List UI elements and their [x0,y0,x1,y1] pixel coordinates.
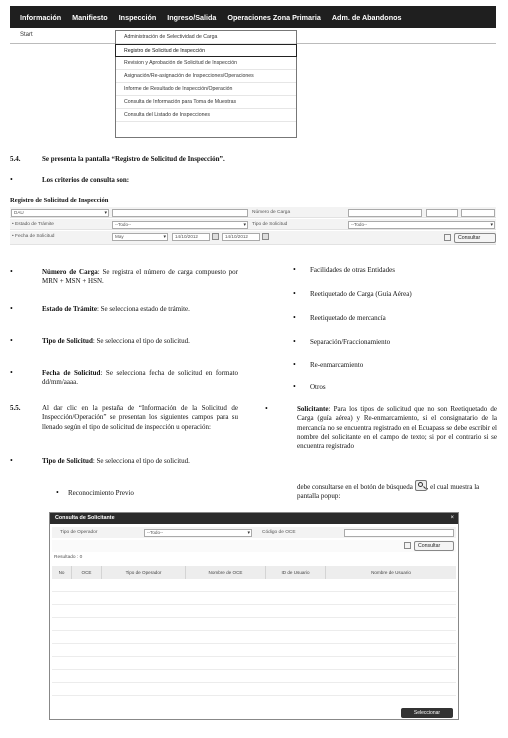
table-row [52,683,456,696]
tipo-term-2: Tipo de Solicitud [42,457,93,465]
inspeccion-dropdown-menu [115,30,297,138]
nav-manifiesto[interactable]: Manifiesto [72,12,108,22]
tipo-solicitud-term: Tipo de Solicitud [42,337,93,345]
form-title: Registro de Solicitud de Inspección [10,197,109,204]
fecha-from-value: 14/10/2012 [175,233,198,239]
solicitante-tail [297,480,502,502]
tipo-operador-value: --Todo-- [147,529,164,535]
tipo-desc-2: : Se selecciona el tipo de solicitud. [92,457,190,465]
tipo-solicitud-desc: : Se selecciona el tipo de solicitud. [92,337,190,345]
menu-item-registro-solicitud[interactable]: Registro de Solicitud de Inspección [115,44,297,57]
refresh-icon[interactable] [444,234,451,241]
bullet-solicitante [297,405,497,451]
fecha-period-select[interactable] [112,233,168,241]
bullet-mark: • [10,267,13,276]
bullet-mark: • [293,337,296,346]
right-bullet-otros: Otros [310,383,326,391]
right-bullet-facilidades: Facilidades de otras Entidades [310,266,395,274]
carga-input-msn[interactable] [426,209,458,217]
search-button-icon[interactable] [415,480,427,491]
carga-type-select[interactable] [11,209,109,217]
tipo-solicitud-select[interactable] [348,221,495,229]
col-no[interactable]: No [52,566,72,579]
popup-button-row [52,540,456,552]
criteria-intro: Los criterios de consulta son: [42,176,130,184]
estado-label: • Estado de Trámite [12,222,54,227]
col-nombre-usuario[interactable]: Nombre de Usuario [326,566,456,579]
col-nombre-oce[interactable]: Nombre de OCE [186,566,266,579]
bullet-mark: • [293,289,296,298]
bullet-mark: • [293,360,296,369]
bullet-estado-tramite [42,305,238,314]
menu-item-toma-muestras[interactable]: Consulta de Información para Toma de Muestras [116,96,296,109]
solicitante-term: Solicitante [297,405,329,413]
chevron-down-icon: ▾ [247,529,250,536]
carga-type-value: DAU [14,209,24,215]
form-row-3 [10,231,496,245]
resultado-count: Resultado : 0 [54,555,83,560]
solicitante-desc: : Para los tipos de solicitud que no son Reetiquetado de Carga (guía aérea) y Re-enmarcamiento, si el consignatario de la mercancía no se encuentra registrado en el Ecuapass se debe escribir el nombre del solicitante en el campo de texto; si por el contrario si se encuentra registrado [297,405,497,451]
fecha-to-input[interactable] [222,233,260,241]
table-row [52,592,456,605]
popup-title: Consulta de Solicitante [50,513,458,524]
tipo-solicitud-label: Tipo de Solicitud [252,222,288,227]
menu-item-administracion-selectividad[interactable]: Administración de Selectividad de Carga [116,31,296,44]
estado-select[interactable] [112,221,248,229]
nav-informacion[interactable]: Información [20,12,62,22]
popup-consultar-label: Consultar [418,543,441,549]
table-row [52,618,456,631]
carga-input-mrn[interactable] [348,209,422,217]
solicitante-tail-1: debe consultarse en el botón de búsqueda [297,483,413,491]
bullet-mark: • [10,304,13,313]
fecha-period-value: May [115,233,124,239]
bullet-mark: • [10,175,13,184]
seleccionar-button[interactable]: Seleccionar [401,708,453,718]
fecha-solicitud-desc: : Se selecciona fecha de solicitud en formato dd/mm/aaaa. [42,369,238,387]
bullet-mark: • [10,456,13,465]
menu-item-revision-aprobacion[interactable]: Revision y Aprobación de Solicitud de Inspección [116,57,296,70]
chevron-down-icon: ▾ [163,233,166,240]
bullet-tipo-solicitud-2 [42,457,238,466]
col-id-usuario[interactable]: ID de Usuario [266,566,326,579]
codigo-oce-label: Código de OCE [262,530,296,535]
bullet-mark: • [293,313,296,322]
results-grid [52,566,456,706]
refresh-icon[interactable] [404,542,411,549]
menu-item-asignacion[interactable]: Asignación/Re-asignación de Inspecciones/Operaciones [116,70,296,83]
col-oce[interactable]: OCE [72,566,102,579]
table-row [52,579,456,592]
right-bullet-separacion: Separación/Fraccionamiento [310,338,391,346]
bullet-mark: • [293,265,296,274]
numero-carga-term: Número de Carga [42,268,98,276]
col-tipo-operador[interactable]: Tipo de Operador [102,566,186,579]
section-5-5-text: Al dar clic en la pestaña de “Información de la Solicitud de Inspección/Operación” se presentan los siguientes campos para su llenado según el tipo de solicitud de inspección u operación: [42,404,238,431]
section-5-4-text: Se presenta la pantalla “Registro de Solicitud de Inspección”. [42,155,225,163]
estado-tramite-desc: : Se selecciona estado de trámite. [96,305,190,313]
fecha-to-value: 14/10/2012 [225,233,248,239]
carga-input-hsn[interactable] [461,209,495,217]
bullet-tipo-solicitud [42,337,238,346]
consultar-button[interactable] [454,233,496,243]
menu-item-informe-resultado[interactable]: Informe de Resultado de Inspección/Operación [116,83,296,96]
numero-carga-desc: : Se registra el número de carga compuesto por MRN + MSN + HSN. [42,268,239,286]
form-row-1 [10,207,496,218]
menu-item-listado-inspecciones[interactable]: Consulta del Listado de Inspecciones [116,109,296,122]
popup-filter-row [52,527,456,538]
calendar-icon[interactable] [262,233,269,240]
bullet-numero-carga [42,268,238,287]
estado-tramite-term: Estado de Trámite [42,305,97,313]
chevron-down-icon: ▾ [243,221,246,228]
form-row-2 [10,219,496,230]
main-nav [10,6,496,28]
table-row [52,644,456,657]
section-5-4-number: 5.4. [10,155,21,163]
calendar-icon[interactable] [212,233,219,240]
chevron-down-icon: ▾ [104,209,107,216]
table-row [52,657,456,670]
chevron-down-icon: ▾ [490,221,493,228]
bullet-mark: • [10,368,13,377]
table-row [52,631,456,644]
fecha-label: • Fecha de Solicitud [12,234,55,239]
nav-adm-abandonos[interactable]: Adm. de Abandonos [331,12,402,22]
bullet-fecha-solicitud [42,369,238,388]
tipo-solicitud-value: --Todo-- [351,221,368,227]
codigo-oce-input[interactable] [344,529,454,537]
numero-carga-input[interactable] [112,209,248,217]
search-form [10,207,496,255]
nav-ingreso-salida[interactable]: Ingreso/Salida [167,12,217,22]
tipo-operador-select[interactable] [144,529,252,537]
bullet-mark: • [265,404,268,413]
bullet-mark: • [56,488,59,497]
table-row [52,605,456,618]
right-bullet-reenmarcamiento: Re-enmarcamiento [310,361,364,369]
fecha-from-input[interactable] [172,233,210,241]
numero-carga-label: Número de Carga [252,210,291,215]
reconocimiento-previo: Reconocimiento Previo [68,489,134,497]
start-link[interactable]: Start [20,32,33,38]
close-icon[interactable]: × [450,515,454,521]
estado-value: --Todo-- [115,221,132,227]
section-5-5-number: 5.5. [10,404,21,412]
tipo-operador-label: Tipo de Operador [60,530,98,535]
right-bullet-reetiquetado-carga: Reetiquetado de Carga (Guía Aérea) [310,290,412,298]
consulta-solicitante-popup [49,512,459,720]
solicitante-tail-2: , el cual muestra la pantalla popup: [297,483,480,501]
bullet-mark: • [293,382,296,391]
bullet-mark: • [10,336,13,345]
consultar-label: Consultar [458,234,481,241]
table-row [52,670,456,683]
nav-operaciones-zona-primaria[interactable]: Operaciones Zona Primaria [227,12,321,22]
right-bullet-reetiquetado-mercancia: Reetiquetado de mercancía [310,314,386,322]
fecha-solicitud-term: Fecha de Solicitud [42,369,101,377]
popup-consultar-button[interactable] [414,541,454,551]
nav-inspeccion[interactable]: Inspección [118,12,157,22]
